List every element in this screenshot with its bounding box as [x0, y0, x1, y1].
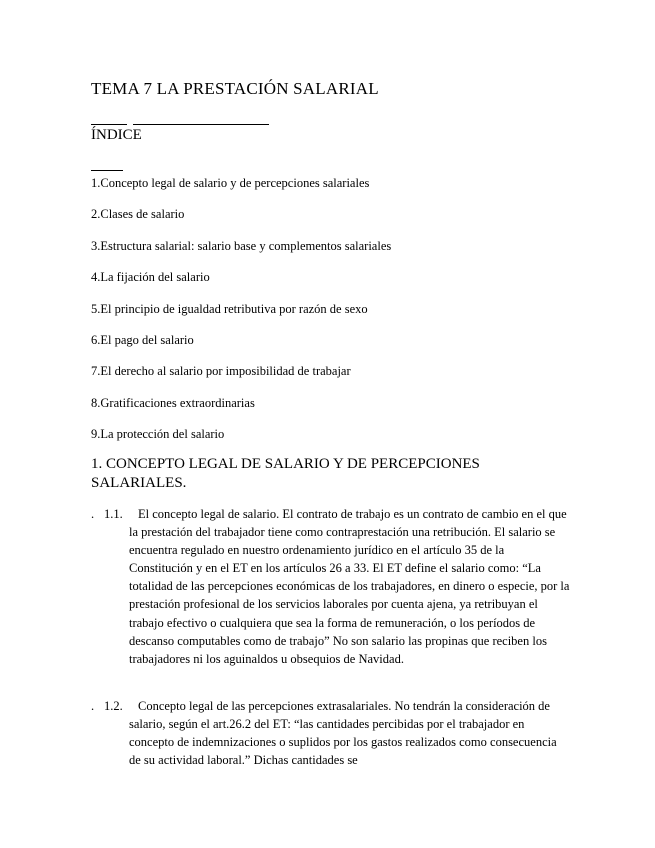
toc-item: 7.El derecho al salario por imposibilidad de trabajar: [91, 364, 351, 379]
toc-item: 2.Clases de salario: [91, 207, 185, 222]
paragraph-number: 1.2.: [104, 699, 123, 713]
toc-item: 6.El pago del salario: [91, 332, 194, 347]
document-title: TEMA 7 LA PRESTACIÓN SALARIAL: [91, 79, 379, 98]
section-heading: 1. CONCEPTO LEGAL DE SALARIO Y DE PERCEPCIONES SALARIALES.: [91, 456, 480, 491]
toc-item: 1.Concepto legal de salario y de percepciones salariales: [91, 176, 370, 190]
toc-item: 4.La fijación del salario: [91, 270, 210, 285]
paragraph-number: 1.1.: [104, 507, 123, 521]
list-marker: .: [91, 507, 95, 521]
paragraph-1-1: [91, 505, 571, 668]
toc-item: 8.Gratificaciones extraordinarias: [91, 395, 255, 410]
underline-rule: [91, 124, 127, 125]
table-of-contents: [91, 174, 391, 457]
list-marker: .: [91, 699, 95, 713]
toc-item: 3.Estructura salarial: salario base y complementos salariales: [91, 238, 392, 253]
underline-rule: [133, 124, 269, 125]
index-heading: ÍNDICE: [91, 127, 142, 143]
paragraph-text: Concepto legal de las percepciones extrasalariales. No tendrán la consideración de salario, según el art.26.2 del ET: “las cantidades percibidas por el trabajador en concepto de indemnizaciones o suplidos por los gastos realizados como consecuencia de su actividad laboral.” Dichas cantidades se: [129, 699, 557, 768]
toc-item: 5.El principio de igualdad retributiva por razón de sexo: [91, 301, 368, 316]
underline-rule: [91, 170, 123, 171]
toc-item: 9.La protección del salario: [91, 427, 225, 442]
paragraph-1-2: [91, 697, 571, 769]
paragraph-text: El concepto legal de salario. El contrato de trabajo es un contrato de cambio en el que la prestación del trabajador tiene como contraprestación una retribución. El salario se encuentra regulado en nuestro ordenamiento jurídico en el artículo 35 de la Constitución y en el ET en los artículos 26 a 33. El ET define el salario como: “La totalidad de las percepciones económicas de los trabajadores, en dinero o especie, por la prestación profesional de los servicios laborales por cuenta ajena, ya retribuyan el trabajo efectivo o cualquiera que sea la forma de remuneración, o los períodos de descanso computables como de trabajo” No son salario las propinas que reciben los trabajadores ni los aguinaldos u obsequios de Navidad.: [129, 507, 570, 666]
